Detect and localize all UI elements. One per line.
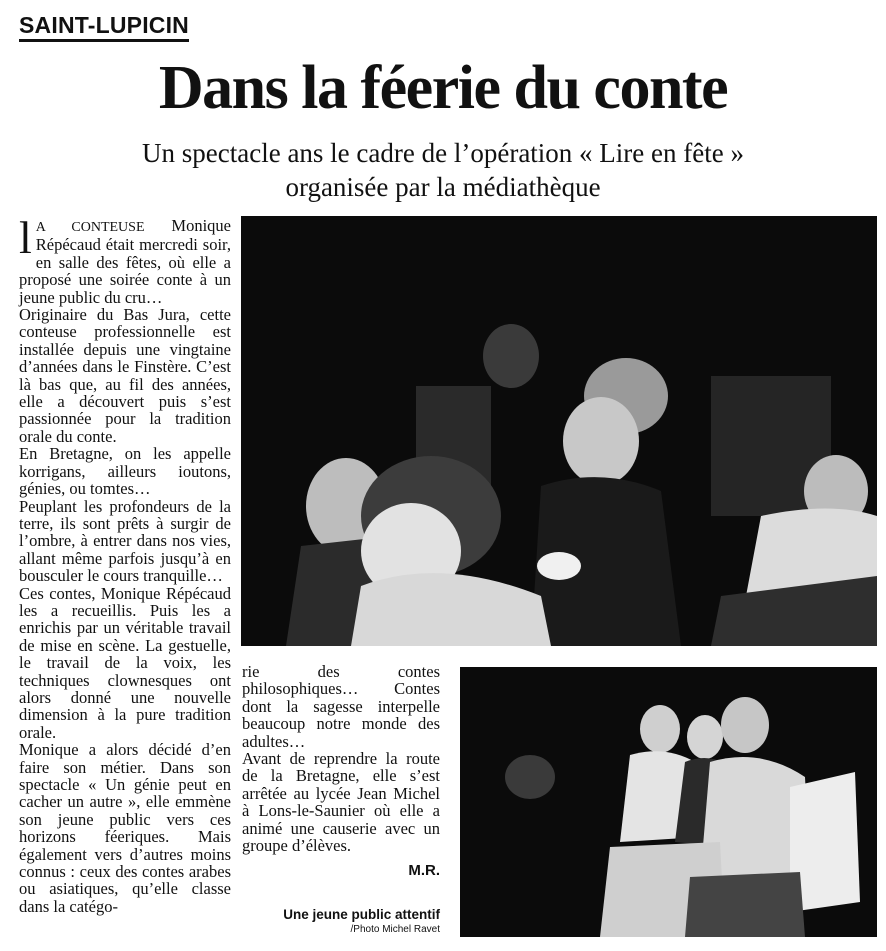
- subheadline-line-1: Un spectacle ans le cadre de l’opération « Lire en fête »: [142, 138, 744, 168]
- lead-in-caps: A CONTEUSE: [35, 220, 145, 235]
- author-signature: M.R.: [408, 862, 440, 880]
- photo-young-audience: [460, 667, 877, 937]
- article-paragraph-1: [19, 212, 231, 307]
- photo-audience-children: [241, 216, 877, 646]
- paragraph-1-text: Monique Répécaud était mercredi soir, en salle des fêtes, où elle a proposé une soirée conte à un jeune public du cru…: [19, 216, 231, 307]
- section-label: SAINT-LUPICIN: [19, 12, 189, 42]
- caption-title: Une jeune public attentif: [283, 907, 440, 922]
- photo-caption: [242, 906, 440, 936]
- article-paragraph-3: En Bretagne, on les appelle korrigans, ailleurs ioutons, génies, ou tomtes…: [19, 444, 231, 499]
- article-paragraph-4: Peuplant les profondeurs de la terre, ils sont prêts à surgir de l’ombre, à entrer dans nos vies, allant même parfois jusqu’à en bousculer le cours tranquille…: [19, 496, 231, 586]
- photo-young-audience-image: [460, 667, 877, 937]
- article-column-1: [19, 212, 231, 916]
- article-paragraph-6: Monique a alors décidé d’en faire son métier. Dans son spectacle « Un génie peut en cacher un autre », elle emmène son jeune public vers ces horizons féeriques. Mais également vers d’autres moins connus : ceux des contes arabes ou asiatiques, qu’elle classe dans la catégo-: [19, 740, 231, 916]
- drop-cap: l: [19, 212, 32, 263]
- article-column-2: [242, 663, 440, 880]
- article-paragraph-7: rie des contes philosophiques… Contes dont la sagesse interpelle beaucoup notre monde des adultes…: [242, 662, 440, 751]
- article-paragraph-2: Originaire du Bas Jura, cette conteuse professionnelle est installée depuis une vingtaine d’années dans le Finstère. C’est là bas que, au fil des années, elle a découvert puis s’est passionnée pour la tradition orale du conte.: [19, 305, 231, 446]
- headline: Dans la féerie du conte: [158, 54, 728, 122]
- photo-credit: /Photo Michel Ravet: [350, 924, 440, 935]
- subheadline: [80, 136, 806, 204]
- subheadline-line-2: organisée par la médiathèque: [285, 172, 601, 202]
- article-paragraph-8: Avant de reprendre la route de la Bretagne, elle s’est arrêtée au lycée Jean Michel à Lons-le-Saunier où elle a animé une causerie avec un groupe d’élèves.: [242, 749, 440, 856]
- photo-audience-children-image: [241, 216, 877, 646]
- article-paragraph-5: Ces contes, Monique Répécaud les a recueillis. Puis les a enrichis par un véritable travail de mise en scène. La gestuelle, le travail de la voix, les techniques clownesques ont alors donné une nouvelle dimension à la pure tradition orale.: [19, 583, 231, 742]
